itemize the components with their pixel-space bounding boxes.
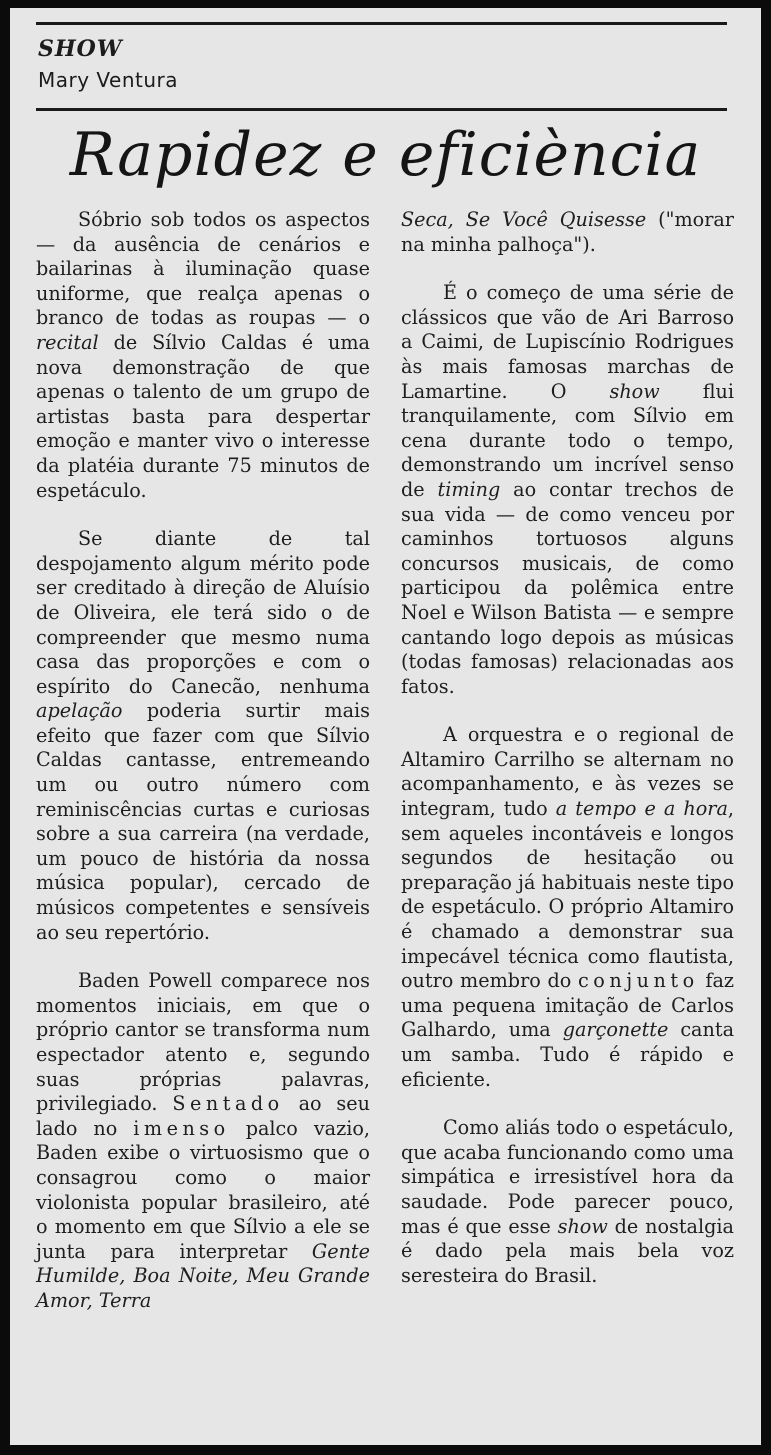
newspaper-clipping [10, 8, 761, 1445]
top-rule [36, 22, 727, 25]
paragraph-2: Se diante de tal despojamento algum mérito pode ser creditado à direção de Aluísio de Oliveira, ele terá sido o de compreender que mesmo numa casa das proporções e com o espírito do Canecão, nenhuma apelação poderia surtir mais efeito que fazer com que Sílvio Caldas cantasse, entremeando um ou outro número com reminiscências curtas e curiosas sobre a sua carreira (na verdade, um pouco de história da nossa música popular), cercado de músicos competentes e sensíveis ao seu repertório. [36, 527, 370, 944]
paragraph-4: É o começo de uma série de clássicos que vão de Ari Barroso a Caimi, de Lupiscínio Rodrigues às mais famosas marchas de Lamartine. O show flui tranquilamente, com Sílvio em cena durante todo o tempo, demonstrando um incrível senso de timing ao contar trechos de sua vida — de como venceu por caminhos tortuosos alguns concursos musicais, de como participou da polêmica entre Noel e Wilson Batista — e sempre cantando logo depois as músicas (todas famosas) relacionadas aos fatos. [401, 281, 734, 698]
paragraph-5: A orquestra e o regional de Altamiro Carrilho se alternam no acompanhamento, e às vezes se integram, tudo a tempo e a hora, sem aqueles incontáveis e longos segundos de hesitação ou preparação já habituais neste tipo de espetáculo. O próprio Altamiro é chamado a demonstrar sua impecável técnica como flautista, outro membro do conjunto faz uma pequena imitação de Carlos Galhardo, uma garçonette canta um samba. Tudo é rápido e eficiente. [401, 723, 735, 1091]
header-rule [36, 108, 727, 111]
author-byline: Mary Ventura [38, 68, 179, 92]
paragraph-3: Baden Powell comparece nos momentos iniciais, em que o próprio cantor se transforma num espectador atento e, segundo suas próprias palavras, privilegiado. Sentado ao seu lado no imenso palco vazio, Baden exibe o virtuosismo que o consagrou como o maior violonista popular brasileiro, até o momento em que Sílvio a ele se junta para interpretar Gente Humilde, Boa Noite, Meu Grande Amor, Terra [36, 969, 370, 1312]
article-headline: Rapidez e eficiència [69, 120, 702, 190]
paragraph-6: Como aliás todo o espetáculo, que acaba funcionando como uma simpática e irresistível hora da saudade. Pode parecer pouco, mas é que esse show de nostalgia é dado pela mais bela voz seresteira do Brasil. [401, 1116, 734, 1287]
left-column [36, 208, 370, 1314]
section-label: SHOW [38, 36, 123, 62]
paragraph-continued: Seca, Se Você Quisesse ("morar na minha palhoça"). [401, 208, 734, 256]
paragraph-1: Sóbrio sob todos os aspectos — da ausência de cenários e bailarinas à iluminação quase uniforme, que realça apenas o branco de todas as roupas — o recital de Sílvio Caldas é uma nova demonstração de que apenas o talento de um grupo de artistas basta para despertar emoção e manter vivo o interesse da platéia durante 75 minutos de espetáculo. [36, 208, 370, 502]
right-column [401, 208, 734, 1288]
